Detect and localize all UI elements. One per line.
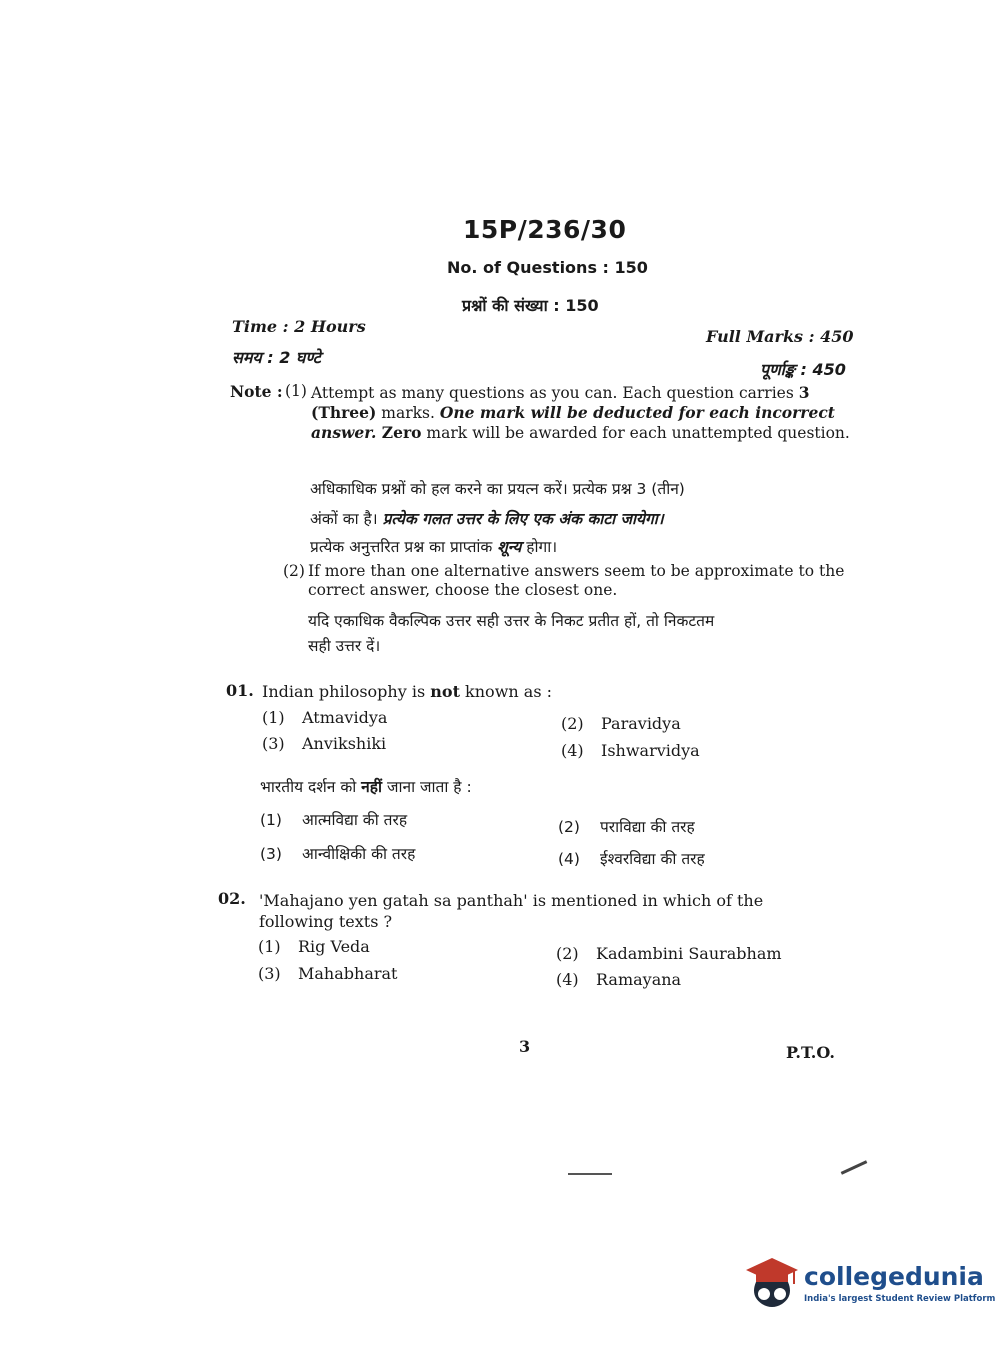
question-02-option-3: (3) Mahabharat xyxy=(258,964,398,983)
mascot-icon xyxy=(742,1252,802,1312)
brand-name: collegedunia xyxy=(804,1262,984,1291)
number-of-questions-en: No. of Questions : 150 xyxy=(447,258,648,277)
note-item2-english: If more than one alternative answers seem to be approximate to the correct answer, choose the closest one. xyxy=(308,562,845,599)
brand-tagline: India's largest Student Review Platform xyxy=(804,1294,996,1304)
time-en: Time : 2 Hours xyxy=(232,317,366,336)
page-number: 3 xyxy=(519,1037,531,1056)
note-item1-hindi-line3: प्रत्येक अनुत्तरित प्रश्न का प्राप्तांक शून्य होगा। xyxy=(310,538,558,556)
number-of-questions-hi: प्रश्नों की संख्या : 150 xyxy=(462,296,599,315)
question-02-text-line1: 'Mahajano yen gatah sa panthah' is mentioned in which of the xyxy=(259,891,764,910)
paper-code: 15P/236/30 xyxy=(463,215,627,244)
question-01-option-1: (1) Atmavidya xyxy=(262,708,388,727)
question-01-text: Indian philosophy is not known as : xyxy=(262,682,552,701)
question-02-option-1: (1) Rig Veda xyxy=(258,937,370,956)
question-02-number: 02. xyxy=(218,889,246,908)
full-marks-hi: पूर्णाङ्क : 450 xyxy=(760,360,846,379)
note-item1-hindi-line1: अधिकाधिक प्रश्नों को हल करने का प्रयत्न करें। प्रत्येक प्रश्न 3 (तीन) xyxy=(310,480,685,498)
question-01-hindi-option-4: (4) ईश्वरविद्या की तरह xyxy=(558,850,705,868)
pto-label: P.T.O. xyxy=(786,1043,835,1062)
note-label: Note : xyxy=(230,382,283,401)
question-02-option-4: (4) Ramayana xyxy=(556,970,682,989)
collegedunia-logo xyxy=(742,1252,996,1312)
scan-speck xyxy=(841,1160,868,1175)
question-01-hindi-option-3: (3) आन्वीक्षिकी की तरह xyxy=(260,845,416,863)
scan-speck xyxy=(568,1173,612,1175)
question-01-option-4: (4) Ishwarvidya xyxy=(561,741,700,760)
note-item1-hindi-line2: अंकों का है। प्रत्येक गलत उत्तर के लिए एक अंक काटा जायेगा। xyxy=(310,510,664,528)
note-item2-hindi-line1: यदि एकाधिक वैकल्पिक उत्तर सही उत्तर के निकट प्रतीत हों, तो निकटतम xyxy=(308,612,715,630)
question-01-hindi-option-2: (2) पराविद्या की तरह xyxy=(558,818,695,836)
full-marks-en: Full Marks : 450 xyxy=(706,327,854,346)
question-01-number: 01. xyxy=(226,681,254,700)
question-01-hindi-option-1: (1) आत्मविद्या की तरह xyxy=(260,811,408,829)
note-item2-hindi-line2: सही उत्तर दें। xyxy=(308,637,381,655)
question-01-option-2: (2) Paravidya xyxy=(561,714,681,733)
note-item1-number: (1) xyxy=(285,382,307,400)
note-item1-english: Attempt as many questions as you can. Each question carries 3 (Three) marks. One mark will be deducted for each incorrect answer. Zero mark will be awarded for each unattempted question. xyxy=(311,383,850,442)
question-02-text-line2: following texts ? xyxy=(259,912,393,931)
question-01-hindi-text: भारतीय दर्शन को नहीं जाना जाता है : xyxy=(260,778,472,796)
question-01-option-3: (3) Anvikshiki xyxy=(262,734,387,753)
question-02-option-2: (2) Kadambini Saurabham xyxy=(556,944,782,963)
note-item2-number: (2) xyxy=(283,562,305,580)
time-hi: समय : 2 घण्टे xyxy=(232,348,321,367)
